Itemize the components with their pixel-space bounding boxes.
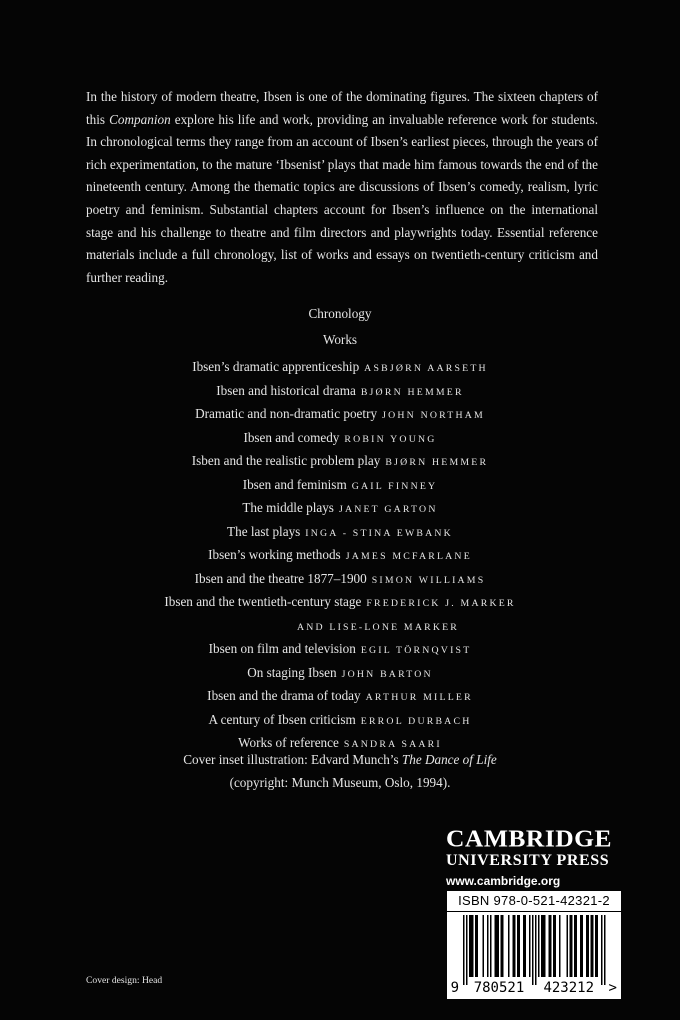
barcode-bar <box>483 915 485 977</box>
publisher-url: www.cambridge.org <box>446 874 561 888</box>
barcode-bar <box>513 915 515 977</box>
barcode-bar <box>532 915 534 985</box>
chapter-title: Ibsen on film and television <box>208 641 356 656</box>
publisher-logo <box>446 826 622 890</box>
chapter-author: ARTHUR MILLER <box>365 692 473 703</box>
barcode-bar <box>538 915 540 977</box>
barcode-bar <box>592 915 594 977</box>
credit-copyright: (copyright: Munch Museum, Oslo, 1994). <box>229 775 451 790</box>
chapter-author: EGIL TÖRNQVIST <box>360 645 472 656</box>
barcode-bar <box>582 915 584 977</box>
barcode-bar <box>498 915 500 977</box>
chapter-author: BJØRN HEMMER <box>385 457 489 468</box>
barcode-bar <box>471 915 473 977</box>
barcode-digits: 423212 <box>543 980 595 996</box>
chapter-author: SANDRA SAARI <box>343 739 442 750</box>
chapter-title: Works of reference <box>238 735 339 750</box>
barcode-digits: > <box>608 980 617 996</box>
contents-list <box>0 355 680 755</box>
chapter-author: JAMES MCFARLANE <box>345 551 472 562</box>
barcode-bar <box>502 915 504 977</box>
chapter-title: The last plays <box>227 523 301 539</box>
chapter-author: AND LISE-LONE MARKER <box>296 621 460 633</box>
chapter-title: Isben and the realistic problem play <box>191 453 381 468</box>
contents-item <box>0 661 680 685</box>
blurb-text-2: explore his life and work, providing an invaluable reference work for students. In chronological terms they range from an account of Ibsen’s earliest pieces, through the years of rich experimentation, to the mature ‘Ibsenist’ plays that made him famous towards the end of the nineteenth century. Among the thematic topics are discussions of Ibsen’s comedy, realism, lyric poetry and feminism. Substantial chapters account for Ibsen’s influence on the international stage and his challenge to theatre and film directors and playwrights today. Essential reference materials include a full chronology, list of works and essays on twentieth-century criticism and further reading. <box>86 111 599 285</box>
chapter-title: On staging Ibsen <box>247 664 337 680</box>
chapter-title: The middle plays <box>242 500 334 515</box>
barcode-digits: 9 <box>450 980 459 996</box>
barcode-bar <box>549 915 551 977</box>
publisher-subtitle: UNIVERSITY PRESS <box>446 852 610 869</box>
cover-design-credit: Cover design: Head <box>86 975 163 986</box>
contents-item <box>0 614 680 638</box>
credit-artwork-title: The Dance of Life <box>401 752 497 767</box>
barcode-bar <box>487 915 489 977</box>
chapter-author: FREDERICK J. MARKER <box>366 598 516 609</box>
chapter-title: Ibsen’s working methods <box>208 547 341 562</box>
chapter-author: SIMON WILLIAMS <box>371 574 486 586</box>
barcode-bar <box>466 915 468 985</box>
contents-item <box>0 355 680 379</box>
barcode-bar <box>591 915 593 977</box>
barcode-bar <box>514 915 516 977</box>
chapter-author: JANET GARTON <box>338 504 438 515</box>
contents-item <box>0 708 680 732</box>
contents-item <box>0 379 680 403</box>
chapter-title: Ibsen and comedy <box>243 429 340 445</box>
chapter-author: JOHN NORTHAM <box>382 410 485 421</box>
chapter-title: Ibsen and historical drama <box>216 382 356 398</box>
heading-works: Works <box>322 332 358 347</box>
contents-item <box>0 426 680 450</box>
contents-item <box>0 473 680 497</box>
barcode-bar <box>463 915 465 985</box>
barcode-bar <box>588 915 590 977</box>
barcode-bar <box>595 915 597 977</box>
chapter-title: Ibsen and the drama of today <box>207 688 361 703</box>
contents-item <box>0 496 680 520</box>
barcode-bar <box>490 915 492 977</box>
barcode-bar <box>523 915 525 977</box>
barcode-bar <box>586 915 588 977</box>
barcode-bar <box>559 915 561 977</box>
chapter-title: Ibsen and feminism <box>242 476 347 492</box>
barcode-digits: 780521 <box>473 980 525 996</box>
barcode-bar <box>517 915 519 977</box>
barcode-bar <box>495 915 497 977</box>
chapter-title: Dramatic and non-dramatic poetry <box>195 406 378 421</box>
chapter-title: Ibsen and the twentieth-century stage <box>164 594 362 609</box>
chapter-title: Ibsen and the theatre 1877–1900 <box>194 570 367 586</box>
contents-item <box>0 567 680 591</box>
blurb-italic-title: Companion <box>109 111 171 127</box>
contents-item <box>0 543 680 567</box>
barcode-bar <box>597 915 599 977</box>
barcode-bar <box>555 915 557 977</box>
barcode-bar <box>477 915 479 977</box>
barcode-bar <box>580 915 582 977</box>
barcode-bar <box>604 915 606 985</box>
barcode-bar <box>574 915 576 977</box>
barcode-bar <box>508 915 510 977</box>
chapter-author: JOHN BARTON <box>341 668 433 680</box>
barcode-bar <box>553 915 555 977</box>
barcode-bar <box>525 915 527 977</box>
isbn-barcode <box>447 891 621 999</box>
isbn-label: ISBN 978-0-521-42321-2 <box>447 891 621 912</box>
barcode-bar <box>544 915 546 977</box>
barcode-bar <box>535 915 537 985</box>
contents-item <box>0 590 680 614</box>
barcode-bar <box>501 915 503 977</box>
chapter-author: ERROL DURBACH <box>360 715 472 727</box>
barcode-bar <box>496 915 498 977</box>
chapter-author: ASBJØRN AARSETH <box>364 363 488 374</box>
blurb-text-1: In the history of modern theatre, Ibsen is one of the dominating figures. The sixteen chapters of this <box>86 89 598 127</box>
barcode-bar <box>469 915 471 977</box>
barcode-bar <box>541 915 543 977</box>
barcode-bar <box>519 915 521 977</box>
cover-illustration-credit <box>0 748 680 794</box>
barcode-bar <box>601 915 603 985</box>
barcode-bar <box>571 915 573 977</box>
blurb-paragraph <box>86 86 598 289</box>
barcode-bar <box>550 915 552 977</box>
contents-item <box>0 637 680 661</box>
chapter-author: GAIL FINNEY <box>351 480 438 492</box>
credit-prefix: Cover inset illustration: Edvard Munch’s <box>183 752 402 767</box>
barcode-bar <box>576 915 578 977</box>
barcode-bar <box>472 915 474 977</box>
barcode-bar <box>543 915 545 977</box>
publisher-name: CAMBRIDGE <box>446 824 613 853</box>
contents-item <box>0 449 680 473</box>
chapter-title: A century of Ibsen criticism <box>208 711 356 727</box>
barcode-bar <box>529 915 531 977</box>
barcode-bar <box>567 915 569 977</box>
barcode-bar <box>570 915 572 977</box>
chapter-author: INGA - STINA EWBANK <box>305 527 453 539</box>
heading-chronology: Chronology <box>308 306 372 321</box>
chapter-author: ROBIN YOUNG <box>344 433 437 445</box>
barcode-bar <box>475 915 477 977</box>
contents-item <box>0 684 680 708</box>
chapter-title: Ibsen’s dramatic apprenticeship <box>192 359 360 374</box>
contents-item <box>0 520 680 544</box>
contents-item <box>0 402 680 426</box>
barcode-graphic <box>447 913 621 999</box>
chapter-author: BJØRN HEMMER <box>360 386 464 398</box>
